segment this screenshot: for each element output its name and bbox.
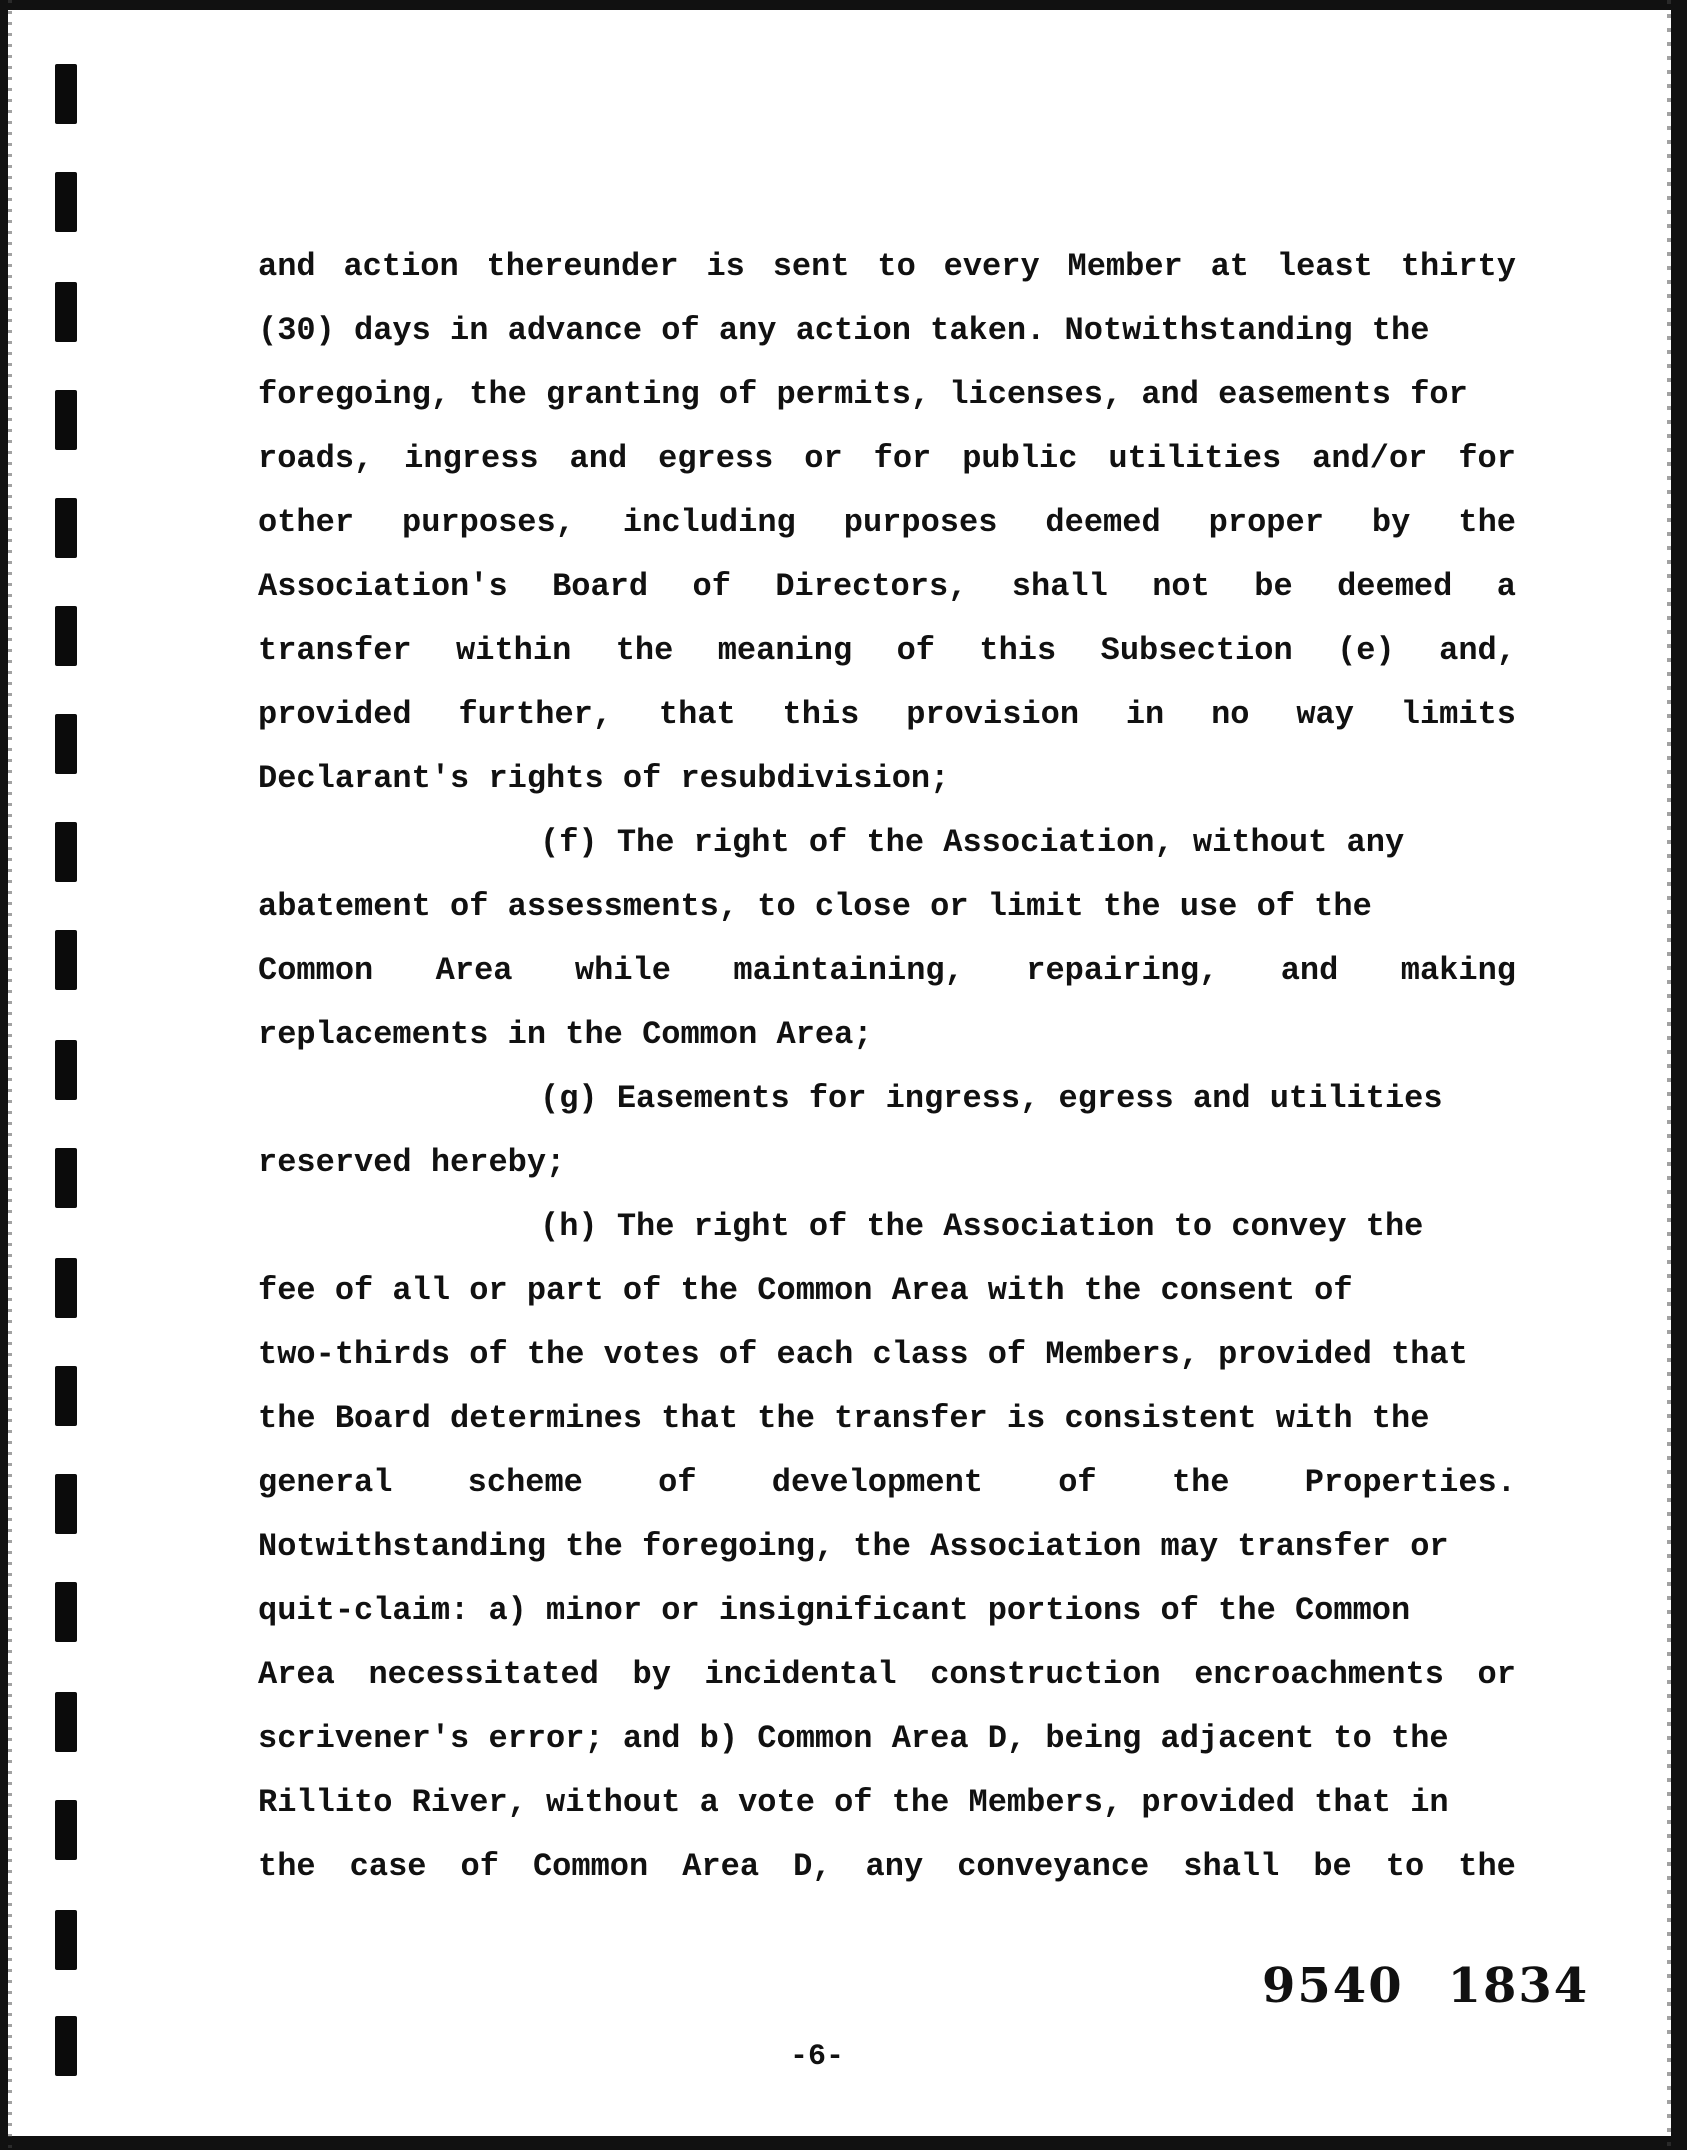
text-line: replacements in the Common Area; <box>258 1016 873 1053</box>
word: general <box>258 1464 393 1501</box>
binder-mark <box>55 1910 77 1970</box>
word: repairing, <box>1026 952 1219 989</box>
binder-mark <box>55 714 77 774</box>
text-line <box>258 502 1516 566</box>
scan-border-left <box>0 0 8 2150</box>
page-number: -6- <box>790 2040 845 2074</box>
word: D, <box>793 1848 832 1885</box>
text-line <box>258 1654 1516 1718</box>
word: encroachments <box>1194 1656 1444 1693</box>
binder-mark <box>55 606 77 666</box>
word: Directors, <box>775 568 968 605</box>
word: meaning <box>717 632 853 669</box>
word: scheme <box>467 1464 583 1501</box>
word: Member <box>1067 248 1183 285</box>
word: the <box>615 632 674 669</box>
text-line <box>258 1462 1516 1526</box>
binder-mark <box>55 930 77 990</box>
word: development <box>771 1464 983 1501</box>
word: not <box>1152 568 1210 605</box>
text-line: Rillito River, without a vote of the Members, provided that in <box>258 1784 1449 1821</box>
word: is <box>706 248 745 285</box>
binder-mark <box>55 1692 77 1752</box>
word: deemed <box>1337 568 1453 605</box>
word: be <box>1313 1848 1352 1885</box>
binder-mark <box>55 1258 77 1318</box>
word: limits <box>1400 696 1516 733</box>
text-line <box>258 566 1516 630</box>
text-line: quit-claim: a) minor or insignificant portions of the Common <box>258 1592 1411 1629</box>
word: within <box>456 632 572 669</box>
word: this <box>782 696 860 733</box>
binder-mark <box>55 172 77 232</box>
binder-mark <box>55 64 77 124</box>
text-line: the Board determines that the transfer is consistent with the <box>258 1400 1430 1437</box>
word: sent <box>772 248 850 285</box>
binder-mark <box>55 498 77 558</box>
word: including <box>622 504 796 541</box>
word: or <box>1477 1656 1516 1693</box>
word: the <box>1458 1848 1516 1885</box>
word: of <box>896 632 935 669</box>
recording-number <box>1262 1958 1589 2014</box>
scan-border-bottom <box>0 2136 1687 2150</box>
text-line: Declarant's rights of resubdivision; <box>258 760 950 797</box>
word: of <box>1058 1464 1097 1501</box>
binder-mark <box>55 1148 77 1208</box>
word: Properties. <box>1304 1464 1516 1501</box>
word: utilities <box>1108 440 1282 477</box>
word: purposes <box>843 504 998 541</box>
word: and <box>569 440 628 477</box>
word: shall <box>1011 568 1108 605</box>
subsection-g-start: (g) Easements for ingress, egress and utilities <box>540 1080 1443 1117</box>
text-line <box>258 246 1516 310</box>
word: and, <box>1439 632 1516 669</box>
word: maintaining, <box>733 952 964 989</box>
binder-mark <box>55 1800 77 1860</box>
word: by <box>1371 504 1411 541</box>
word: least <box>1276 248 1373 285</box>
text-line <box>258 438 1516 502</box>
word: that <box>658 696 736 733</box>
word: purposes, <box>402 504 575 541</box>
scan-border-top <box>0 0 1687 10</box>
binder-mark <box>55 2016 77 2076</box>
word: this <box>979 632 1057 669</box>
word: any <box>865 1848 924 1885</box>
word: at <box>1210 248 1249 285</box>
text-line: scrivener's error; and b) Common Area D, being adjacent to the <box>258 1720 1449 1757</box>
word: in <box>1125 696 1165 733</box>
text-line <box>258 950 1516 1014</box>
text-line: abatement of assessments, to close or limit the use of the <box>258 888 1372 925</box>
word: Subsection <box>1100 632 1293 669</box>
word: making <box>1400 952 1516 989</box>
word: shall <box>1183 1848 1280 1885</box>
word: provided <box>258 696 412 733</box>
word: action <box>343 248 459 285</box>
binder-mark <box>55 822 77 882</box>
word: of <box>692 568 731 605</box>
word: thereunder <box>486 248 679 285</box>
word: Board <box>552 568 649 605</box>
word: incidental <box>704 1656 897 1693</box>
subsection-f-start: (f) The right of the Association, without any <box>540 824 1405 861</box>
recording-page: 1834 <box>1447 1958 1590 2014</box>
word: Common <box>532 1848 649 1885</box>
text-line: fee of all or part of the Common Area with the consent of <box>258 1272 1353 1309</box>
word: Area <box>435 952 513 989</box>
word: of <box>658 1464 697 1501</box>
word: case <box>349 1848 427 1885</box>
word: conveyance <box>957 1848 1150 1885</box>
binder-mark <box>55 1474 77 1534</box>
word: and <box>1280 952 1339 989</box>
scan-noise-left <box>8 0 12 2150</box>
text-line: foregoing, the granting of permits, licenses, and easements for <box>258 376 1468 413</box>
word: proper <box>1208 504 1324 541</box>
text-line <box>258 694 1516 758</box>
word: or <box>804 440 843 477</box>
word: Common <box>258 952 374 989</box>
document-body <box>258 246 1516 1910</box>
text-line <box>258 630 1516 694</box>
word: a <box>1496 568 1516 605</box>
word: every <box>943 248 1040 285</box>
text-line: Notwithstanding the foregoing, the Association may transfer or <box>258 1528 1449 1565</box>
word: deemed <box>1045 504 1161 541</box>
word: the <box>1458 504 1516 541</box>
binder-mark <box>55 1040 77 1100</box>
text-line: (30) days in advance of any action taken. Notwithstanding the <box>258 312 1430 349</box>
word: by <box>632 1656 671 1693</box>
word: the <box>258 1848 316 1885</box>
word: thirty <box>1400 248 1516 285</box>
word: public <box>962 440 1078 477</box>
word: way <box>1296 696 1354 733</box>
subsection-h-start: (h) The right of the Association to convey the <box>540 1208 1424 1245</box>
text-line: two-thirds of the votes of each class of Members, provided that <box>258 1336 1468 1373</box>
word: necessitated <box>368 1656 599 1693</box>
binder-mark <box>55 282 77 342</box>
word: to <box>877 248 916 285</box>
word: ingress <box>404 440 539 477</box>
word: the <box>1171 1464 1230 1501</box>
word: of <box>460 1848 499 1885</box>
word: while <box>574 952 671 989</box>
text-line <box>258 1846 1516 1910</box>
scan-noise-right <box>1667 0 1671 2150</box>
word: and <box>258 248 316 285</box>
word: roads, <box>258 440 374 477</box>
binder-mark <box>55 1366 77 1426</box>
word: no <box>1211 696 1250 733</box>
word: for <box>1458 440 1516 477</box>
word: construction <box>930 1656 1161 1693</box>
word: Association's <box>258 568 508 605</box>
word: to <box>1385 1848 1425 1885</box>
word: (e) <box>1337 632 1395 669</box>
word: egress <box>658 440 774 477</box>
scan-border-right <box>1671 0 1687 2150</box>
word: provision <box>906 696 1080 733</box>
word: be <box>1254 568 1293 605</box>
word: and/or <box>1312 440 1428 477</box>
binder-mark <box>55 1582 77 1642</box>
recording-docket: 9540 <box>1262 1958 1404 2014</box>
binder-mark <box>55 390 77 450</box>
word: other <box>258 504 355 541</box>
text-line: reserved hereby; <box>258 1144 566 1181</box>
word: Area <box>258 1656 335 1693</box>
word: transfer <box>258 632 412 669</box>
word: for <box>873 440 932 477</box>
word: Area <box>682 1848 760 1885</box>
word: further, <box>458 696 613 733</box>
